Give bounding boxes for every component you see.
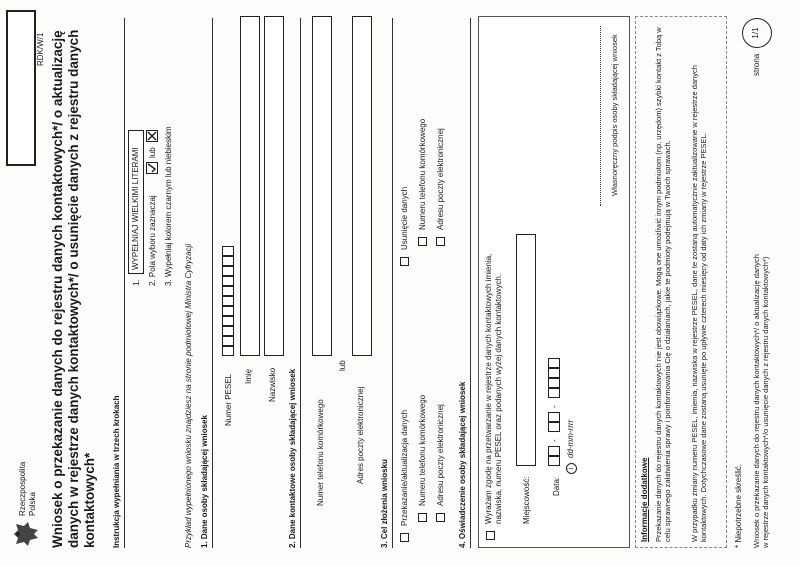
last-name-label: Nazwisko xyxy=(268,367,277,402)
step2-or: lub xyxy=(148,147,157,158)
email-input[interactable] xyxy=(352,16,372,356)
footer-form-name: Wniosek o przekazanie danych do rejestru danych kontaktowych*/ o aktualizację danych w rejestrze danych kontaktowych*/o usunięcie danych z rejestru danych kontaktowych*) xyxy=(752,254,770,548)
or-label: lub xyxy=(338,360,347,371)
date-label: Data: xyxy=(552,476,561,496)
last-name-input[interactable] xyxy=(264,16,284,356)
consent-checkbox[interactable] xyxy=(486,531,495,540)
eagle-emblem-icon xyxy=(12,520,42,548)
divider xyxy=(124,18,125,548)
signature-label: Własnoręczny podpis osoby składającej wniosek xyxy=(610,34,619,196)
country-line2: Polska xyxy=(28,491,37,516)
transfer-email-label: Adresu poczty elektronicznej xyxy=(436,404,445,506)
step2-text: 2. Pola wyboru zaznaczaj xyxy=(148,195,157,286)
phone-label: Numer telefonu komórkowego xyxy=(316,399,325,506)
delete-phone-checkbox[interactable] xyxy=(418,237,427,246)
transfer-phone-label: Numeru telefonu komórkowego xyxy=(418,394,427,506)
place-input[interactable] xyxy=(516,234,536,466)
delete-checkbox[interactable] xyxy=(400,257,409,266)
divider xyxy=(392,18,393,548)
footnote: * Niepotrzebne skreślić. xyxy=(734,463,743,548)
step3-text: 3. Wypełniaj kolorem czarnym lub niebieskim xyxy=(164,126,173,286)
example-note: Przykład wypełnionego wniosku znajdziesz na stronie podmiotowej Ministra Cyfryzacji xyxy=(184,243,193,548)
transfer-checkbox[interactable] xyxy=(400,533,409,542)
place-label: Miejscowość: xyxy=(522,476,531,524)
divider xyxy=(212,18,213,548)
divider xyxy=(470,18,471,548)
instructions-heading: Instrukcja wypełniania w trzech krokach xyxy=(112,395,121,548)
delete-email-label: Adresu poczty elektronicznej xyxy=(436,128,445,230)
country-line1: Rzeczpospolita xyxy=(18,461,27,516)
transfer-label: Przekazanie/aktualizacja danych xyxy=(400,409,409,526)
info-para-1: Przekazanie danych do rejestru danych kontaktowych nie jest obowiązkowe. Mogą one umożliwić innym podmiotom (np. urzędom) szybki kontakt z Tobą w celu sprawnego załatwienia sprawy i poinformowania Cię o działaniach, jakie te podmioty podejmują w Twoich sprawach. xyxy=(654,27,672,542)
info-heading: Informacje dodatkowe xyxy=(640,457,649,542)
date-sep-2: - xyxy=(550,405,559,408)
form-code: RDK/W/1 xyxy=(36,32,45,66)
info-para-2: W przypadku zmiany numeru PESEL, imienia, nazwiska w rejestrze PESEL, dane te zostaną automatycznie zaktualizowane w rejestrze danych kontaktowych. Dotychczasowe dane zostaną usunięte po upływie czterech miesięcy od daty ich zmiany w rejestrze PESEL. xyxy=(690,65,708,542)
section3-heading: 3. Cel złożenia wniosku xyxy=(380,459,389,548)
date-sep-1: - xyxy=(550,439,559,442)
form-code-box xyxy=(6,10,36,166)
transfer-email-checkbox[interactable] xyxy=(436,513,445,522)
consent-text: Wyrażam zgodę na przetwarzanie w rejestrze danych kontaktowych imienia, nazwiska, numeru PESEL oraz podanych wyżej danych kontaktowych. xyxy=(484,253,503,524)
step1-text: WYPEŁNIAJ WIELKIMI LITERAMI xyxy=(131,147,140,270)
date-format: dd-mm-rrrr xyxy=(566,419,575,458)
first-name-label: Imię xyxy=(244,368,253,384)
page-label: strona xyxy=(752,53,761,76)
divider xyxy=(300,18,301,548)
first-name-input[interactable] xyxy=(240,16,260,356)
section4-heading: 4. Oświadczenie osoby składającej wniosek xyxy=(458,381,467,548)
signature-line xyxy=(600,26,601,206)
section1-heading: 1. Dane osoby składającej wniosek xyxy=(200,415,209,548)
phone-input[interactable] xyxy=(312,16,332,356)
info-icon-mark: i xyxy=(568,467,575,470)
delete-phone-label: Numeru telefonu komórkowego xyxy=(418,118,427,230)
checkmark-icon xyxy=(146,162,158,174)
step1-number: 1. xyxy=(132,279,141,286)
cross-mark-icon xyxy=(146,130,158,142)
email-label: Adres poczty elektronicznej xyxy=(356,386,365,484)
delete-label: Usunięcie danych xyxy=(400,186,409,250)
section2-heading: 2. Dane kontaktowe osoby składającej wniosek xyxy=(288,368,297,548)
pesel-label: Numer PESEL xyxy=(224,373,233,426)
page-number: 1/1 xyxy=(751,27,760,39)
form-title: Wniosek o przekazanie danych do rejestru danych kontaktowych*/ o aktualizację danych w rejestrze danych kontaktowych*/ o usunięcie danych z rejestru danych kontaktowych* xyxy=(50,29,97,548)
transfer-phone-checkbox[interactable] xyxy=(418,513,427,522)
delete-email-checkbox[interactable] xyxy=(436,237,445,246)
